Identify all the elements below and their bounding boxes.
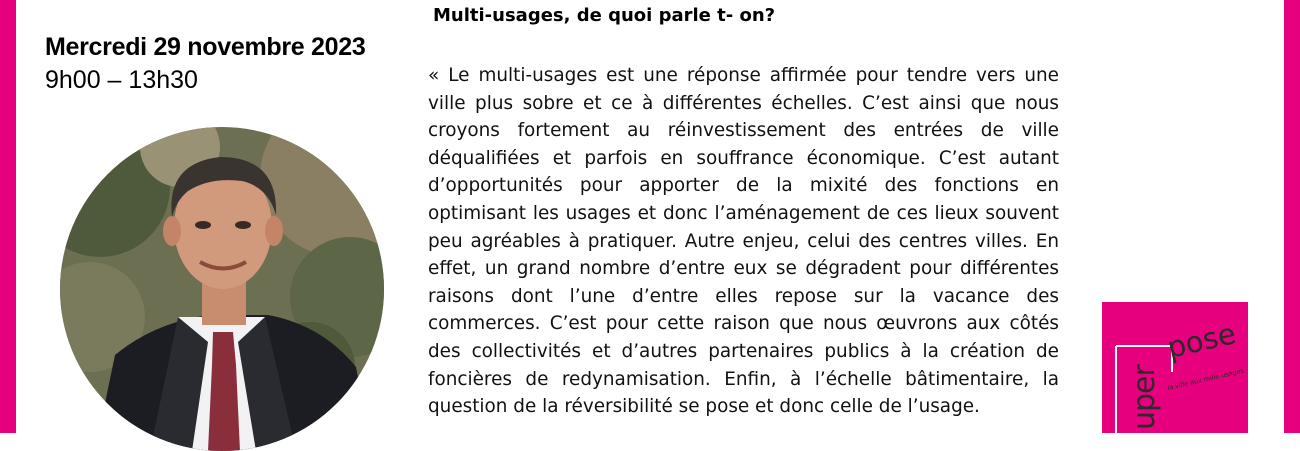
logo-word-left: uper [1127,365,1162,430]
logo-tagline: la ville aux mille usages [1166,366,1245,392]
slide-content [16,0,1284,433]
magenta-frame-left [0,0,16,433]
speaker-portrait [60,127,384,451]
logo-word-right: pose [1163,316,1239,365]
quote-text: « Le multi-usages est une réponse affirmée pour tendre vers une ville plus sobre et ce à différentes échelles. C’est ainsi que nous croyons fortement au réinvestissement des entrées de ville déqualifiées et parfois en souffrance économique. C’est autant d’opportunités pour apporter de la mixité des fonctions en optimisant les usages et donc l’aménagement de ces lieux souvent peu agréables à pratiquer. Autre enjeu, celui des centres villes. En effet, un grand nombre d’entre eux se dégradent pour différentes raisons dont l’une d’entre elles repose sur la vacance des commerces. C’est pour cette raison que nous œuvrons aux côtés des collectivités et d’autres partenaires publics à la création de foncières de redynamisation. Enfin, à l’échelle bâtimentaire, la question de la réversibilité se pose et donc celle de l’usage. [428,65,1059,418]
superpose-logo [1102,302,1248,433]
event-date: Mercredi 29 novembre 2023 [45,33,366,61]
event-time: 9h00 – 13h30 [45,66,198,94]
page-title: Multi-usages, de quoi parle t- on? [433,5,776,26]
magenta-frame-right [1284,0,1300,433]
